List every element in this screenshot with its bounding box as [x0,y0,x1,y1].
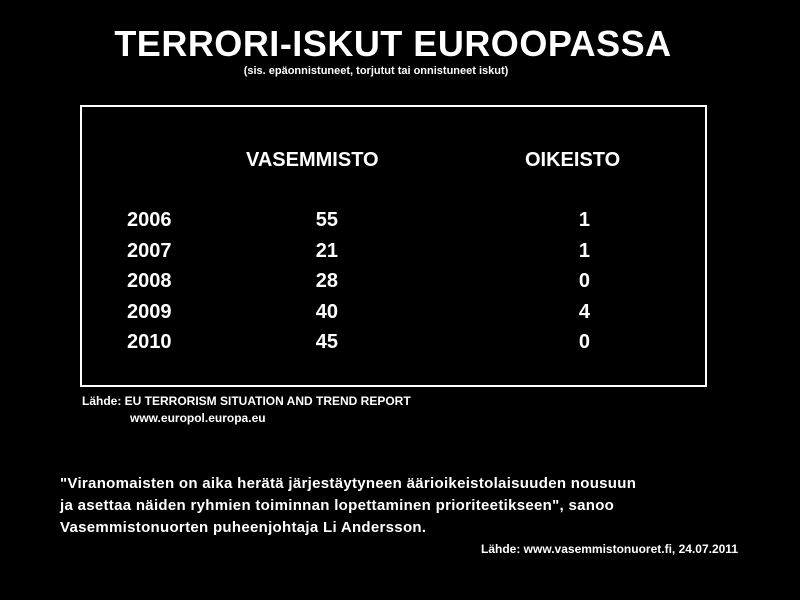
page-subtitle: (sis. epäonnistuneet, torjutut tai onnistuneet iskut) [243,65,509,77]
cell-vasemmisto: 45 [315,331,338,353]
quote [60,473,780,539]
cell-oikeisto: 0 [578,270,590,292]
row-year: 2008 [127,270,172,292]
row-year: 2006 [127,209,172,231]
cell-oikeisto: 0 [578,331,590,353]
source-label: Lähde: EU TERRORISM SITUATION AND TREND REPORT [82,394,411,408]
quote-line: Vasemmistonuorten puheenjohtaja Li Andersson. [60,519,427,536]
column-header-vasemmisto: VASEMMISTO [246,149,379,171]
row-year: 2010 [127,331,172,353]
cell-oikeisto: 1 [578,209,590,231]
row-year: 2009 [127,300,172,323]
column-header-oikeisto: OIKEISTO [525,149,621,171]
cell-oikeisto: 1 [578,239,590,262]
cell-vasemmisto: 28 [315,270,338,292]
source-url: www.europol.europa.eu [130,411,266,425]
page-title: TERRORI-ISKUT EUROOPASSA [114,23,672,64]
quote-source: Lähde: www.vasemmistonuoret.fi, 24.07.2011 [481,542,738,556]
cell-vasemmisto: 21 [315,239,338,262]
row-year: 2007 [127,239,172,262]
quote-line: "Viranomaisten on aika herätä järjestäytyneen äärioikeistolaisuuden nousuun [60,475,637,492]
cell-vasemmisto: 40 [315,300,338,323]
quote-line: ja asettaa näiden ryhmien toiminnan lopettaminen prioriteetikseen", sanoo [60,497,615,514]
cell-vasemmisto: 55 [315,209,338,231]
cell-oikeisto: 4 [578,300,590,323]
